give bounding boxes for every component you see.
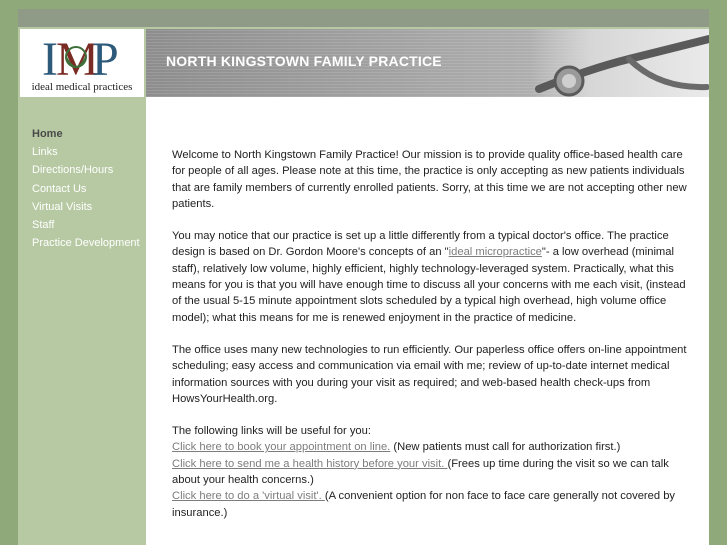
top-bar <box>18 9 709 27</box>
page-frame <box>18 9 709 545</box>
stethoscope-image <box>529 29 709 97</box>
p2-after-text: "- a low overhead (minimal staff), relatively low volume, highly efficient, highly technology-leveraged system. Practically, what this means for you is that you will have enough time to discuss all your concerns with me each visit, (instead of the usual 5-15 minute appointment slots scheduled by a typical high overhead, high volume office model); what this means for me is renewed enjoyment in the practice of medicine. <box>172 246 686 324</box>
sidebar <box>18 97 146 545</box>
health-history-note: (Frees up time during the visit so we can talk about your health concerns.) <box>172 457 669 487</box>
content-text <box>172 147 687 537</box>
links-intro: The following links will be useful for you: <box>172 425 371 438</box>
nav-virtual-visits[interactable]: Virtual Visits <box>32 200 93 213</box>
nav-contact-us[interactable]: Contact Us <box>32 182 87 195</box>
book-appointment-link[interactable]: Click here to book your appointment on line. <box>172 441 391 454</box>
sidebar-nav <box>32 125 140 252</box>
health-history-link[interactable]: Click here to send me a health history before your visit. <box>172 457 448 470</box>
technology-paragraph: The office uses many new technologies to run efficiently. Our paperless office offers on-line appointment scheduling; easy access and communication via email with me; review of up-to-date internet medical information sources with you during your visit as required; and web-based health check-ups from HowsYourHealth.org. <box>172 343 687 405</box>
nav-links[interactable]: Links <box>32 146 58 159</box>
virtual-visit-note: (A convenient option for non face to face care generally not covered by insurance.) <box>172 490 676 519</box>
p2-before-text: You may notice that our practice is set up a little differently from a typical doctor's office. The practice design is based on Dr. Gordon Moore's concepts of an " <box>172 230 669 259</box>
logo[interactable] <box>20 29 144 101</box>
header-banner <box>146 29 709 97</box>
book-appointment-note: (New patients must call for authorization first.) <box>390 441 621 454</box>
nav-practice-development[interactable]: Practice Development <box>32 237 140 250</box>
site-title: NORTH KINGSTOWN FAMILY PRACTICE <box>166 53 442 69</box>
svg-text:M: M <box>56 33 99 81</box>
welcome-paragraph: Welcome to North Kingstown Family Practice! Our mission is to provide quality office-based health care for people of all ages. Please note at this time, the practice is only accepting as new patients individuals that are family members of currently enrolled patients. Sorry, at this time we are not accepting other new patients. <box>172 149 687 210</box>
nav-directions-hours[interactable]: Directions/Hours <box>32 164 114 177</box>
stethoscope-icon <box>529 29 709 97</box>
ideal-micropractice-link[interactable]: ideal micropractice <box>448 246 542 259</box>
practice-design-paragraph <box>172 228 687 326</box>
imp-logo-icon <box>40 31 126 81</box>
svg-text:P: P <box>92 33 119 81</box>
nav-staff[interactable]: Staff <box>32 219 55 232</box>
nav-home[interactable]: Home <box>32 128 63 140</box>
virtual-visit-link[interactable]: Click here to do a 'virtual visit'. <box>172 490 325 503</box>
svg-text:I: I <box>42 33 58 81</box>
main-content <box>146 97 709 545</box>
links-paragraph <box>172 423 687 521</box>
logo-text: ideal medical practices <box>31 81 133 93</box>
